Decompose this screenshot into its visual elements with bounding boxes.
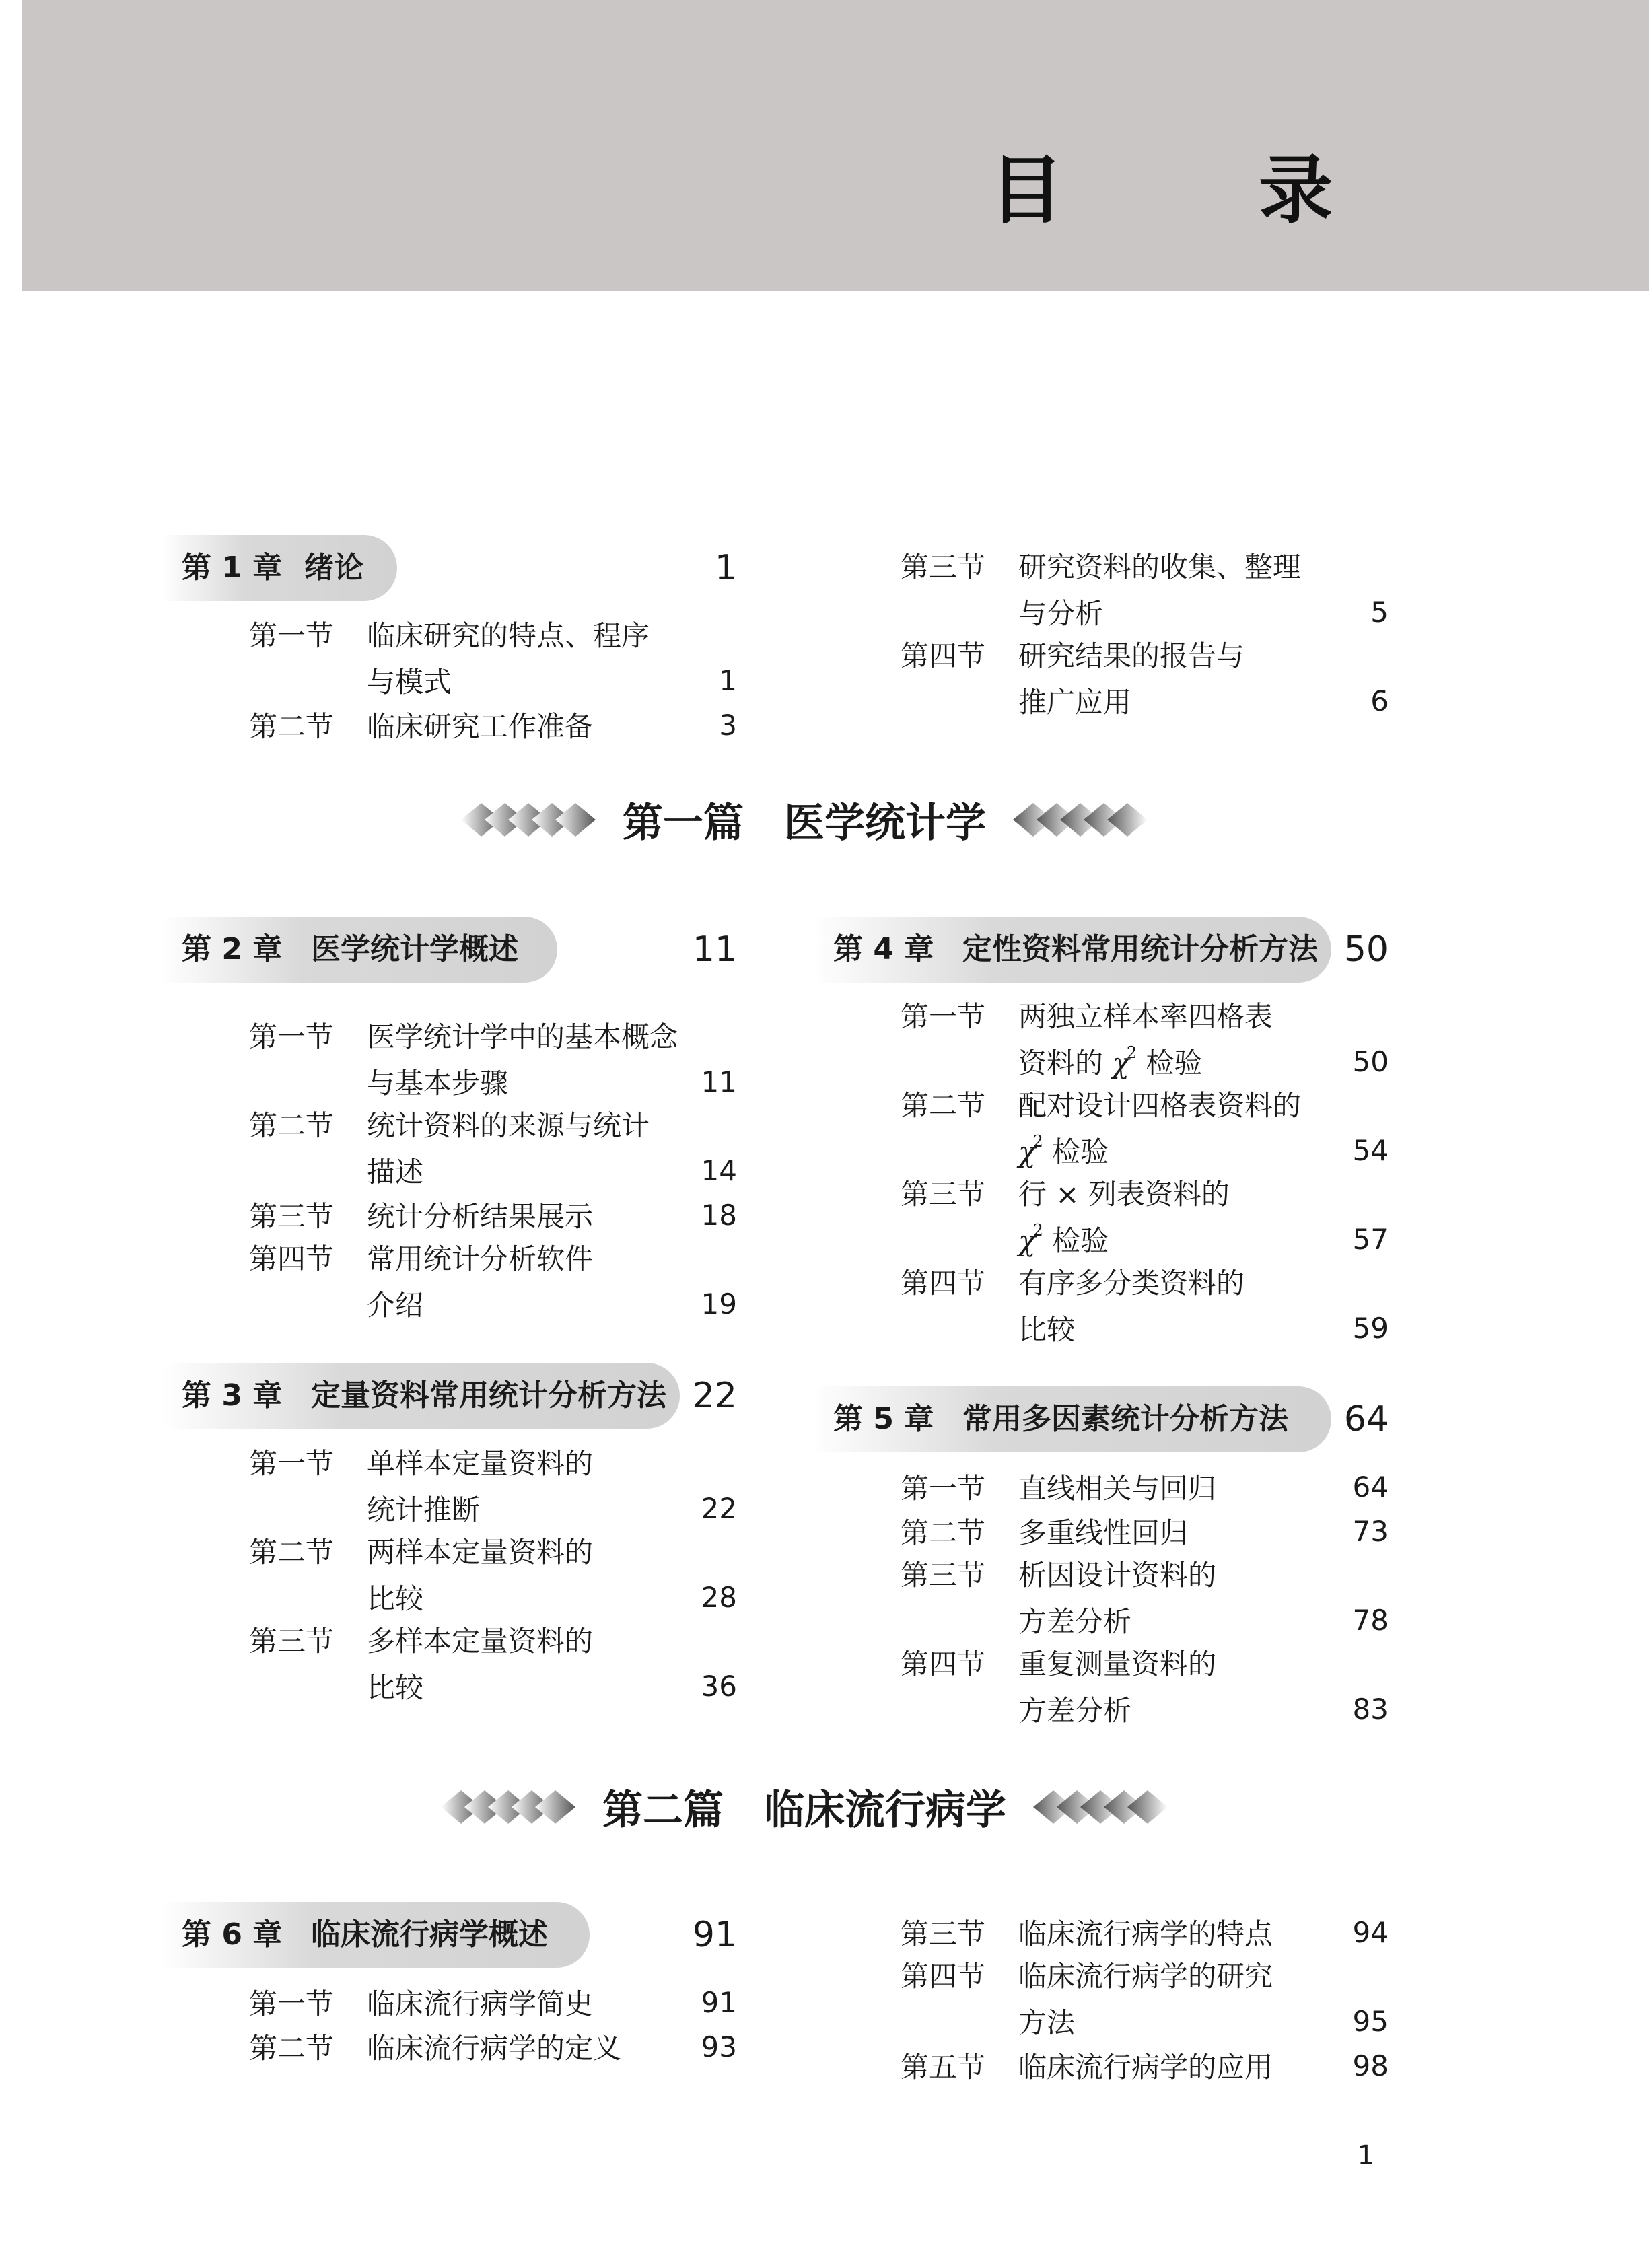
chapter-number: 第 6 章 xyxy=(182,1917,283,1952)
toc-entry-continuation[interactable] xyxy=(367,1281,737,1326)
toc-entry-continuation[interactable] xyxy=(1018,1598,1389,1642)
dot-leader xyxy=(604,1980,675,2024)
dot-leader xyxy=(1086,1306,1327,1350)
dot-leader xyxy=(1114,590,1362,634)
dot-leader xyxy=(632,2024,675,2069)
section-title-cont: 方差分析 xyxy=(1018,1605,1132,1638)
section-label: 第一节 xyxy=(901,1000,986,1033)
chapter-6-heading[interactable] xyxy=(162,1902,737,1968)
chapter-1-heading[interactable] xyxy=(162,535,737,601)
section-label: 第二节 xyxy=(901,1516,986,1549)
dot-leader xyxy=(1199,1509,1327,1553)
dot-leader xyxy=(1284,1910,1327,1954)
section-label: 第三节 xyxy=(901,1917,986,1950)
section-title: 研究资料的收集、整理 xyxy=(1018,551,1302,583)
chapter-title: 临床流行病学概述 xyxy=(311,1917,548,1952)
chapter-title: 医学统计学概述 xyxy=(311,932,518,966)
section-title: 统计分析结果展示 xyxy=(367,1200,594,1233)
section-title-cont: $\chi^2$ 检验 xyxy=(1018,1221,1109,1257)
chapter-page: 64 xyxy=(1343,1399,1389,1440)
chapter-number: 第 5 章 xyxy=(833,1402,934,1436)
chapter-page: 22 xyxy=(692,1376,737,1416)
section-title: 多重线性回归 xyxy=(1018,1516,1189,1549)
section-title: 单样本定量资料的 xyxy=(367,1447,594,1480)
section-page: 98 xyxy=(1352,2049,1389,2082)
diamond-ornament-left xyxy=(454,796,602,843)
part-2-heading xyxy=(0,1767,1649,1847)
section-title: 临床流行病学的特点 xyxy=(1018,1917,1273,1950)
toc-entry-continuation[interactable] xyxy=(367,1575,737,1619)
section-title-cont: 与分析 xyxy=(1018,597,1104,630)
chapter-title: 常用多因素统计分析方法 xyxy=(962,1402,1288,1436)
chapter-page: 1 xyxy=(714,548,737,588)
toc-entry[interactable] xyxy=(249,1980,737,2024)
section-label: 第五节 xyxy=(901,2051,986,2084)
section-title-cont: 推广应用 xyxy=(1018,686,1132,719)
section-page: 59 xyxy=(1352,1311,1389,1345)
chapter-page: 11 xyxy=(692,929,737,970)
diamond-ornament-left xyxy=(434,1783,582,1831)
toc-entry[interactable] xyxy=(249,2024,737,2069)
dot-leader xyxy=(1142,1598,1327,1642)
section-page: 14 xyxy=(701,1154,737,1187)
section-title: 临床流行病学的应用 xyxy=(1018,2051,1273,2084)
dot-leader xyxy=(519,1059,675,1104)
section-title-cont: 介绍 xyxy=(367,1289,424,1322)
section-title: 有序多分类资料的 xyxy=(1018,1267,1245,1300)
section-page: 50 xyxy=(1352,1044,1389,1078)
section-page: 36 xyxy=(701,1669,737,1703)
dot-leader xyxy=(604,703,711,747)
section-label: 第四节 xyxy=(901,1267,986,1300)
section-page: 28 xyxy=(701,1580,737,1614)
dot-leader xyxy=(1119,1128,1327,1172)
section-title-cont: 比较 xyxy=(367,1671,424,1704)
dot-leader xyxy=(1086,1999,1327,2043)
dot-leader xyxy=(462,658,711,703)
part-title: 第一篇 医学统计学 xyxy=(623,800,986,847)
section-title: 临床研究的特点、程序 xyxy=(367,619,650,652)
section-label: 第二节 xyxy=(249,1536,335,1569)
section-page: 5 xyxy=(1370,595,1389,629)
section-label: 第一节 xyxy=(249,1020,335,1053)
section-page: 64 xyxy=(1352,1470,1389,1503)
toc-entry-continuation[interactable] xyxy=(1018,1217,1389,1261)
section-page: 95 xyxy=(1352,2004,1389,2038)
toc-entry-continuation[interactable] xyxy=(1018,1306,1389,1350)
section-title-cont: 方差分析 xyxy=(1018,1694,1132,1727)
section-label: 第四节 xyxy=(249,1242,335,1275)
section-title: 直线相关与回归 xyxy=(1018,1472,1217,1505)
section-title-cont: 与模式 xyxy=(367,666,452,699)
chi-square-symbol: $\chi^2$ xyxy=(1112,1043,1137,1079)
header-band xyxy=(22,0,1649,291)
toc-entry[interactable] xyxy=(901,2043,1389,2088)
section-label: 第二节 xyxy=(901,1089,986,1122)
section-title: 两样本定量资料的 xyxy=(367,1536,594,1569)
section-title-cont: 比较 xyxy=(367,1582,424,1615)
section-title-cont: 方法 xyxy=(1018,2006,1076,2039)
section-label: 第四节 xyxy=(901,1960,986,1993)
section-page: 54 xyxy=(1352,1133,1389,1167)
dot-leader xyxy=(1119,1217,1327,1261)
section-page: 93 xyxy=(701,2030,737,2063)
toc-entry-continuation[interactable] xyxy=(1018,1128,1389,1172)
toc-entry-continuation[interactable] xyxy=(1018,1039,1389,1084)
section-label: 第一节 xyxy=(249,1447,335,1480)
diamond-ornament-right xyxy=(1006,796,1154,843)
section-title-cont: 与基本步骤 xyxy=(367,1067,509,1100)
section-title: 常用统计分析软件 xyxy=(367,1242,594,1275)
page-number: 1 xyxy=(1357,2140,1374,2171)
toc-entry-continuation[interactable] xyxy=(1018,678,1389,723)
section-page: 91 xyxy=(701,1985,737,2019)
chapter-title: 绪论 xyxy=(304,551,363,585)
section-label: 第三节 xyxy=(901,551,986,583)
section-title: 配对设计四格表资料的 xyxy=(1018,1089,1302,1122)
section-page: 94 xyxy=(1352,1915,1389,1949)
section-title: 临床流行病学的定义 xyxy=(367,2032,622,2065)
section-title: 研究结果的报告与 xyxy=(1018,639,1245,672)
section-label: 第一节 xyxy=(249,619,335,652)
dot-leader xyxy=(1284,2043,1327,2088)
chapter-number: 第 4 章 xyxy=(833,932,934,966)
chapter-2-heading[interactable] xyxy=(162,917,737,983)
section-title: 临床流行病学简史 xyxy=(367,1987,594,2020)
toc-entry-continuation[interactable] xyxy=(367,1059,737,1104)
section-page: 6 xyxy=(1370,684,1389,717)
section-page: 83 xyxy=(1352,1692,1389,1726)
diamond-ornament-right xyxy=(1026,1783,1174,1831)
toc-entry-continuation[interactable] xyxy=(367,1486,737,1530)
dot-leader xyxy=(434,1664,675,1708)
toc-entry[interactable] xyxy=(901,1910,1389,1954)
section-label: 第四节 xyxy=(901,1647,986,1680)
dot-leader xyxy=(1142,1687,1327,1731)
toc-entry[interactable] xyxy=(249,703,737,747)
section-page: 18 xyxy=(701,1198,737,1232)
toc-entry-continuation[interactable] xyxy=(367,1664,737,1708)
chapter-4-heading[interactable] xyxy=(813,917,1389,983)
section-page: 22 xyxy=(701,1491,737,1525)
chapter-5-heading[interactable] xyxy=(813,1386,1389,1452)
section-label: 第三节 xyxy=(901,1178,986,1211)
section-title: 统计资料的来源与统计 xyxy=(367,1109,650,1142)
chi-square-symbol: $\chi^2$ xyxy=(1018,1221,1043,1257)
section-page: 73 xyxy=(1352,1514,1389,1548)
section-title: 析因设计资料的 xyxy=(1018,1559,1217,1592)
chapter-page: 91 xyxy=(692,1915,737,1955)
section-label: 第一节 xyxy=(901,1472,986,1505)
section-page: 57 xyxy=(1352,1222,1389,1256)
toc-entry[interactable] xyxy=(901,1464,1389,1509)
dot-leader xyxy=(434,1281,675,1326)
part-title: 第二篇 临床流行病学 xyxy=(602,1787,1006,1834)
section-label: 第四节 xyxy=(901,639,986,672)
part-1-heading xyxy=(0,779,1649,860)
section-title: 临床研究工作准备 xyxy=(367,710,594,743)
section-title: 两独立样本率四格表 xyxy=(1018,1000,1273,1033)
toc-entry[interactable] xyxy=(901,1509,1389,1553)
chapter-page: 50 xyxy=(1343,929,1389,970)
section-title-cont: 资料的 $\chi^2$ 检验 xyxy=(1018,1043,1203,1079)
toc-entry[interactable] xyxy=(249,1193,737,1237)
chapter-title: 定性资料常用统计分析方法 xyxy=(962,932,1318,966)
section-title: 行 × 列表资料的 xyxy=(1018,1178,1230,1211)
section-title: 医学统计学中的基本概念 xyxy=(367,1020,678,1053)
section-label: 第三节 xyxy=(249,1200,335,1233)
dot-leader xyxy=(604,1193,675,1237)
dot-leader xyxy=(1227,1464,1327,1509)
dot-leader xyxy=(491,1486,675,1530)
dot-leader xyxy=(1142,678,1362,723)
section-label: 第三节 xyxy=(249,1625,335,1658)
section-title-cont: $\chi^2$ 检验 xyxy=(1018,1132,1109,1168)
section-label: 第二节 xyxy=(249,710,335,743)
section-page: 1 xyxy=(719,664,737,697)
section-title: 重复测量资料的 xyxy=(1018,1647,1217,1680)
section-title: 临床流行病学的研究 xyxy=(1018,1960,1273,1993)
chapter-number: 第 3 章 xyxy=(182,1378,283,1413)
section-title-cont: 描述 xyxy=(367,1156,424,1189)
chi-square-symbol: $\chi^2$ xyxy=(1018,1132,1043,1168)
section-page: 11 xyxy=(701,1065,737,1098)
section-label: 第三节 xyxy=(901,1559,986,1592)
chapter-number: 第 2 章 xyxy=(182,932,283,966)
dot-leader xyxy=(434,1148,675,1193)
chapter-3-heading[interactable] xyxy=(162,1363,737,1429)
dot-leader xyxy=(434,1575,675,1619)
dot-leader xyxy=(1213,1039,1327,1084)
section-label: 第二节 xyxy=(249,1109,335,1142)
section-page: 19 xyxy=(701,1287,737,1320)
section-title-cont: 统计推断 xyxy=(367,1493,481,1526)
chapter-title: 定量资料常用统计分析方法 xyxy=(311,1378,666,1413)
toc-entry-continuation[interactable] xyxy=(367,658,737,703)
toc-entry-continuation[interactable] xyxy=(1018,590,1389,634)
toc-entry-continuation[interactable] xyxy=(367,1148,737,1193)
section-title: 多样本定量资料的 xyxy=(367,1625,594,1658)
toc-entry-continuation[interactable] xyxy=(1018,1687,1389,1731)
chapter-number: 第 1 章 xyxy=(182,551,283,585)
section-label: 第一节 xyxy=(249,1987,335,2020)
section-page: 3 xyxy=(719,708,737,742)
page-title: 目 录 xyxy=(989,147,1393,234)
section-label: 第二节 xyxy=(249,2032,335,2065)
toc-entry-continuation[interactable] xyxy=(1018,1999,1389,2043)
section-title-cont: 比较 xyxy=(1018,1313,1076,1346)
section-page: 78 xyxy=(1352,1603,1389,1637)
